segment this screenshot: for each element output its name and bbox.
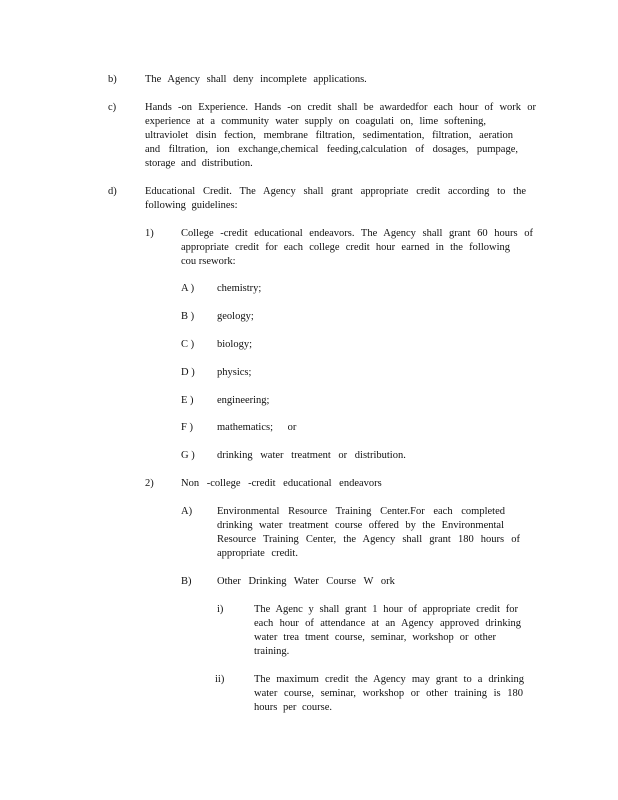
- list-item-text: biology;: [217, 339, 253, 350]
- item-d2b-ii-line-3: hours per course.: [254, 702, 333, 713]
- list-item-text: geology;: [217, 311, 254, 322]
- item-d1-line-2: appropriate credit for each college credit hour earned in the following: [181, 242, 510, 253]
- list-item-label: C ): [181, 339, 195, 350]
- list-item-label: B ): [181, 311, 195, 322]
- item-d2a-line-4: appropriate credit.: [217, 548, 298, 559]
- list-item-label: E ): [181, 395, 194, 406]
- item-d2b-i-line-2: each hour of attendance at an Agency approved drinking: [254, 618, 521, 629]
- item-d2b-i-line-1: The Agenc y shall grant 1 hour of appropriate credit for: [254, 604, 518, 615]
- item-d2b-i-line-3: water trea tment course, seminar, workshop or other: [254, 632, 496, 643]
- item-d2b-ii-label: ii): [215, 674, 225, 685]
- list-item-text: drinking water treatment or distribution.: [217, 450, 406, 461]
- item-d2-text: Non -college -credit educational endeavors: [181, 478, 382, 489]
- item-d1-label: 1): [145, 228, 154, 239]
- item-d2a-line-2: drinking water treatment course offered by the Environmental: [217, 520, 504, 531]
- list-item-text: mathematics; or: [217, 422, 297, 433]
- list-item-text: engineering;: [217, 395, 270, 406]
- list-item-text: chemistry;: [217, 283, 262, 294]
- list-item-label: A ): [181, 283, 195, 294]
- item-c-line-4: and filtration, ion exchange,chemical feeding,calculation of dosages, pumpage,: [145, 144, 518, 155]
- list-item-label: F ): [181, 422, 193, 433]
- item-b-text: The Agency shall deny incomplete applications.: [145, 74, 367, 85]
- item-d1-line-1: College -credit educational endeavors. The Agency shall grant 60 hours of: [181, 228, 533, 239]
- item-d-line-2: following guidelines:: [145, 200, 238, 211]
- item-d2b-ii-line-1: The maximum credit the Agency may grant to a drinking: [254, 674, 524, 685]
- item-d2b-label: B): [181, 576, 192, 587]
- list-item-label: D ): [181, 367, 195, 378]
- item-c-label: c): [108, 102, 117, 113]
- item-d-label: d): [108, 186, 117, 197]
- item-c-line-2: experience at a community water supply on coagulati on, lime softening,: [145, 116, 486, 127]
- item-d2b-text: Other Drinking Water Course W ork: [217, 576, 395, 587]
- item-d2b-i-label: i): [217, 604, 224, 615]
- item-c-line-3: ultraviolet disin fection, membrane filtration, sedimentation, filtration, aeration: [145, 130, 513, 141]
- item-d1-line-3: cou rsework:: [181, 256, 236, 267]
- list-item-label: G ): [181, 450, 195, 461]
- item-d2a-line-1: Environmental Resource Training Center.For each completed: [217, 506, 505, 517]
- item-d-line-1: Educational Credit. The Agency shall grant appropriate credit according to the: [145, 186, 526, 197]
- item-c-line-5: storage and distribution.: [145, 158, 253, 169]
- item-c-line-1: Hands -on Experience. Hands -on credit shall be awardedfor each hour of work or: [145, 102, 536, 113]
- item-d2b-i-line-4: training.: [254, 646, 290, 657]
- item-d2-label: 2): [145, 478, 154, 489]
- item-b-label: b): [108, 74, 117, 85]
- item-d2b-ii-line-2: water course, seminar, workshop or other training is 180: [254, 688, 523, 699]
- item-d2a-line-3: Resource Training Center, the Agency shall grant 180 hours of: [217, 534, 520, 545]
- item-d2a-label: A): [181, 506, 193, 517]
- list-item-text: physics;: [217, 367, 252, 378]
